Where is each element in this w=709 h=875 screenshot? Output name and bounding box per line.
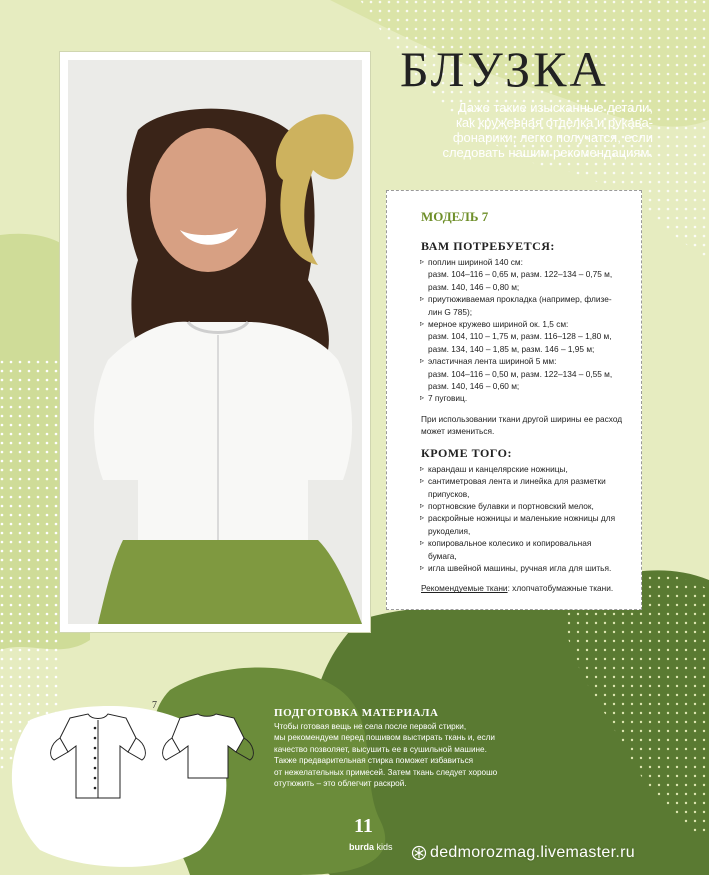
list-item: разм. 104–116 – 0,65 м, разм. 122–134 – 0,75 м, [428, 269, 613, 280]
list-item: ▹ портновские булавки и портновский мелок, [421, 500, 627, 512]
list-item: разм. 140, 146 – 0,60 м; [428, 381, 520, 392]
list-item: рукоделия, [428, 525, 471, 536]
page-number: 11 [354, 815, 373, 837]
recommend-label: Рекомендуемые ткани [421, 583, 508, 594]
needs-list [421, 256, 627, 405]
preparation-line: Чтобы готовая вещь не села после первой стирки, [274, 722, 467, 731]
note-line: может измениться. [421, 426, 495, 437]
model-photo [60, 52, 370, 632]
list-item: ▹ копировальное колесико и копировальная [421, 537, 627, 549]
girl-in-blouse-image [68, 60, 362, 624]
also-list [421, 463, 627, 575]
list-item: ▹ мерное кружево шириной ок. 1,5 см: [421, 318, 627, 330]
needs-heading: ВАМ ПОТРЕБУЕТСЯ: [421, 239, 555, 253]
preparation-line: Также предварительная стирка поможет избавиться [274, 756, 474, 766]
list-item: разм. 140, 146 – 0,80 м; [428, 281, 520, 292]
list-item: ▹ карандаш и канцелярские ножницы, [421, 463, 627, 475]
list-item: ▹ игла швейной машины, ручная игла для шитья. [421, 562, 627, 574]
list-item: припусков, [428, 488, 470, 499]
preparation-section [274, 707, 524, 789]
list-item: разм. 134, 140 – 1,85 м, разм. 146 – 1,95 м; [428, 343, 595, 354]
sketch-model-number: 7 [152, 700, 157, 711]
intro-text: Даже такие изысканные детали, как кружевная отделка и рукава- фонарики, легко получатся, если следовать нашим рекомендациям. [442, 100, 653, 160]
brand-name: burda [349, 842, 375, 852]
list-item: разм. 104–116 – 0,50 м, разм. 122–134 – 0,55 м, [428, 368, 613, 379]
list-item: лин G 785); [428, 306, 473, 317]
preparation-line: от нежелательных примесей. Затем ткань следует хорошо [274, 767, 498, 777]
list-item: разм. 104, 110 – 1,75 м, разм. 116–128 – 1,80 м, [428, 331, 612, 342]
recommend-text: : хлопчатобумажные ткани. [507, 583, 614, 594]
preparation-line: мы рекомендуем перед пошивом выстирать ткань и, если [274, 733, 495, 743]
list-item: ▹ раскройные ножницы и маленькие ножницы для [421, 512, 627, 524]
recommend-line [421, 582, 627, 594]
materials-card [386, 190, 642, 610]
list-item: ▹ приутюживаемая прокладка (например, флизе- [421, 293, 627, 305]
blouse-technical-sketch [40, 708, 260, 808]
also-heading: КРОМЕ ТОГО: [421, 445, 512, 460]
list-item: ▹ эластичная лента шириной 5 мм: [421, 355, 627, 367]
brand-logo [349, 842, 393, 852]
preparation-title: ПОДГОТОВКА МАТЕРИАЛА [274, 707, 439, 719]
brand-suffix: kids [374, 842, 393, 852]
snowflake-icon [411, 845, 427, 861]
note-line: При использовании ткани другой ширины ее расход [421, 413, 623, 424]
list-item: бумага, [428, 550, 457, 561]
page-title: БЛУЗКА [400, 41, 609, 97]
model-label: МОДЕЛЬ 7 [421, 209, 489, 224]
list-item: ▹ поплин шириной 140 см: [421, 256, 627, 268]
list-item: ▹ сантиметровая лента и линейка для разметки [421, 475, 627, 487]
watermark-text: dedmorozmag.livemaster.ru [430, 844, 635, 861]
preparation-line: отутюжить – это облегчит раскрой. [274, 779, 407, 789]
list-item: ▹ 7 пуговиц. [421, 392, 627, 404]
preparation-line: качество позволяет, высушить ее в сушильной машине. [274, 744, 487, 754]
